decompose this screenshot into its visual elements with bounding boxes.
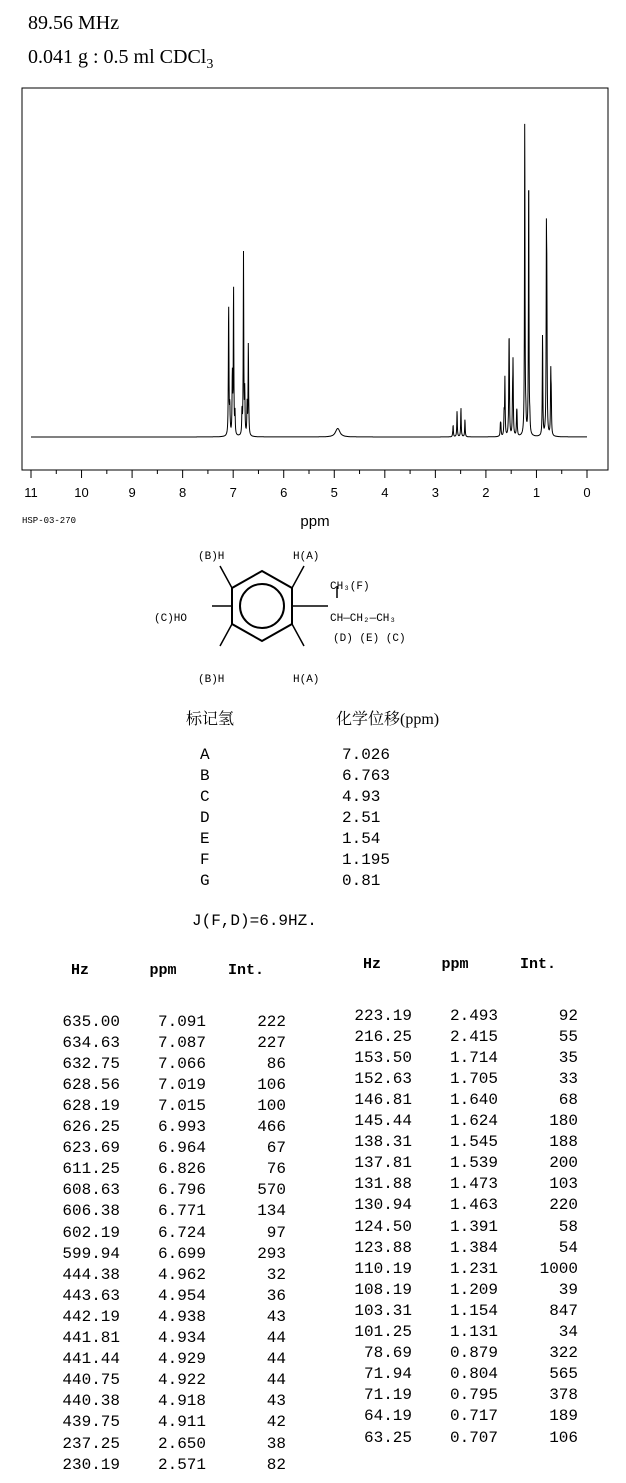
peak-table-right: [332, 956, 578, 1448]
cell-hz: 441.81: [62, 1329, 120, 1348]
cell-hz: 635.00: [62, 1012, 120, 1031]
cell-int: 36: [266, 1286, 286, 1305]
table-row: [40, 1306, 286, 1327]
x-tick-label: 10: [74, 485, 89, 500]
peak-table-left: [40, 962, 286, 1475]
cell-hz: 440.75: [62, 1371, 120, 1390]
bond-hb-top: [220, 566, 232, 588]
x-tick-label: 9: [128, 485, 136, 500]
cell-ppm: 0.804: [449, 1365, 498, 1384]
cell-int: 44: [266, 1371, 286, 1390]
x-tick-label: 7: [229, 485, 237, 500]
x-tick-label: 0: [583, 485, 591, 500]
table-row: [332, 1026, 578, 1047]
cell-ppm: 4.934: [157, 1329, 206, 1348]
assignment-shift-b: 6.763: [342, 767, 391, 785]
cell-ppm: 7.091: [157, 1012, 206, 1031]
assignment-shift-c: 4.93: [342, 788, 381, 806]
cell-int: 54: [558, 1238, 578, 1257]
cell-hz: 101.25: [354, 1323, 412, 1342]
cell-ppm: 1.539: [449, 1154, 498, 1173]
cell-int: 44: [266, 1329, 286, 1348]
cell-int: 180: [549, 1112, 578, 1131]
x-tick-label: 2: [482, 485, 490, 500]
cell-ppm: 1.545: [449, 1133, 498, 1152]
label-chain: CH—CH₂—CH₃: [330, 613, 397, 625]
cell-hz: 606.38: [62, 1202, 120, 1221]
cell-int: 68: [558, 1091, 578, 1110]
table-row: [332, 1068, 578, 1089]
table-row: [40, 1328, 286, 1349]
cell-int: 39: [558, 1280, 578, 1299]
x-axis-label: ppm: [300, 513, 330, 530]
cell-int: 44: [266, 1350, 286, 1369]
assignment-label-a: A: [200, 746, 210, 764]
cell-ppm: 6.771: [157, 1202, 206, 1221]
cell-int: 200: [549, 1154, 578, 1173]
col-hz: Hz: [362, 956, 381, 973]
table-row: [332, 1111, 578, 1132]
table-row: [332, 1406, 578, 1427]
cell-hz: 216.25: [354, 1027, 412, 1046]
cell-hz: 443.63: [62, 1286, 120, 1305]
cell-hz: 152.63: [354, 1069, 412, 1088]
cell-int: 76: [266, 1160, 286, 1179]
cell-hz: 441.44: [62, 1350, 120, 1369]
assignment-shift-f: 1.195: [342, 851, 391, 869]
cell-ppm: 1.705: [449, 1069, 498, 1088]
label-hb-bottom: (B)H: [198, 674, 225, 686]
cell-ppm: 2.493: [449, 1006, 498, 1025]
cell-ppm: 0.879: [449, 1344, 498, 1363]
cell-int: 100: [257, 1097, 286, 1116]
table-row: [332, 1427, 578, 1448]
cell-ppm: 2.650: [157, 1434, 206, 1453]
x-tick-label: 4: [381, 485, 389, 500]
cell-ppm: 6.826: [157, 1160, 206, 1179]
assignment-header-shift: 化学位移(ppm): [336, 711, 440, 728]
table-row: [40, 1370, 286, 1391]
assignment-label-f: F: [200, 851, 210, 869]
spectrum-trace: [31, 124, 587, 437]
cell-hz: 611.25: [62, 1160, 120, 1179]
table-row: [332, 1279, 578, 1300]
cell-int: 97: [266, 1223, 286, 1242]
cell-ppm: 6.796: [157, 1181, 206, 1200]
cell-hz: 71.94: [363, 1365, 412, 1384]
cell-hz: 153.50: [354, 1048, 412, 1067]
spectrometer-frequency: 89.56 MHz: [28, 12, 120, 34]
cell-ppm: 0.717: [449, 1407, 498, 1426]
cell-hz: 628.19: [62, 1097, 120, 1116]
table-row: [332, 1174, 578, 1195]
sample-text: 0.041 g : 0.5 ml CDCl: [28, 46, 207, 68]
table-row: [40, 1222, 286, 1243]
cell-int: 220: [549, 1196, 578, 1215]
cell-ppm: 7.087: [157, 1033, 206, 1052]
cell-int: 378: [549, 1386, 578, 1405]
col-ppm: ppm: [149, 962, 177, 979]
cell-int: 38: [266, 1434, 286, 1453]
cell-int: 58: [558, 1217, 578, 1236]
plot-frame: [22, 88, 608, 470]
assignment-label-g: G: [200, 872, 210, 890]
assignment-shift-g: 0.81: [342, 872, 381, 890]
table-row: [40, 1243, 286, 1264]
table-row: [332, 1089, 578, 1110]
x-tick-label: 3: [431, 485, 439, 500]
x-axis-ticks: [24, 470, 590, 500]
cell-int: 35: [558, 1048, 578, 1067]
cell-int: 189: [549, 1407, 578, 1426]
molecule-structure: [140, 540, 440, 690]
cell-ppm: 1.231: [449, 1259, 498, 1278]
cell-ppm: 1.624: [449, 1112, 498, 1131]
table-row: [332, 1237, 578, 1258]
cell-int: 67: [266, 1139, 286, 1158]
table-row: [40, 1412, 286, 1433]
cell-hz: 223.19: [354, 1006, 412, 1025]
table-row: [332, 1300, 578, 1321]
cell-ppm: 6.993: [157, 1118, 206, 1137]
cell-hz: 230.19: [62, 1455, 120, 1474]
assignment-header-label: 标记氢: [186, 711, 235, 728]
cell-ppm: 4.929: [157, 1350, 206, 1369]
assignment-label-e: E: [200, 830, 210, 848]
assignment-shift-e: 1.54: [342, 830, 381, 848]
cell-int: 322: [549, 1344, 578, 1363]
cell-int: 1000: [539, 1259, 578, 1278]
assignment-shift-a: 7.026: [342, 746, 391, 764]
table-row: [332, 1258, 578, 1279]
cell-ppm: 4.938: [157, 1307, 206, 1326]
label-ch3-f: CH₃(F): [330, 581, 370, 593]
cell-hz: 78.69: [363, 1344, 412, 1363]
cell-hz: 628.56: [62, 1075, 120, 1094]
table-row: [40, 1454, 286, 1475]
table-row: [40, 1180, 286, 1201]
cell-hz: 130.94: [354, 1196, 412, 1215]
table-row: [40, 1264, 286, 1285]
cell-hz: 444.38: [62, 1265, 120, 1284]
bond-ha-bottom: [292, 624, 304, 646]
cell-ppm: 2.571: [157, 1455, 206, 1474]
bond-hb-bottom: [220, 624, 232, 646]
cell-hz: 131.88: [354, 1175, 412, 1194]
cell-int: 32: [266, 1265, 286, 1284]
cell-hz: 442.19: [62, 1307, 120, 1326]
table-row: [332, 1132, 578, 1153]
x-tick-label: 6: [280, 485, 288, 500]
table-row: [40, 1074, 286, 1095]
table-row: [332, 1195, 578, 1216]
table-row: [40, 1011, 286, 1032]
cell-hz: 599.94: [62, 1244, 120, 1263]
cell-ppm: 4.922: [157, 1371, 206, 1390]
table-row: [40, 1138, 286, 1159]
cell-hz: 124.50: [354, 1217, 412, 1236]
col-int: Int.: [519, 956, 556, 973]
table-row: [40, 1349, 286, 1370]
table-row: [40, 1433, 286, 1454]
label-ha-top: H(A): [293, 551, 320, 563]
cell-int: 55: [558, 1027, 578, 1046]
cell-hz: 237.25: [62, 1434, 120, 1453]
cell-ppm: 7.015: [157, 1097, 206, 1116]
col-ppm: ppm: [441, 956, 469, 973]
cell-hz: 623.69: [62, 1139, 120, 1158]
cell-ppm: 4.962: [157, 1265, 206, 1284]
table-row: [40, 1117, 286, 1138]
cell-hz: 110.19: [354, 1259, 412, 1278]
cell-hz: 108.19: [354, 1280, 412, 1299]
label-oh: (C)HO: [154, 613, 188, 625]
assignment-shift-d: 2.51: [342, 809, 381, 827]
cell-hz: 602.19: [62, 1223, 120, 1242]
cell-ppm: 1.209: [449, 1280, 498, 1299]
table-row: [40, 1285, 286, 1306]
aromatic-circle: [240, 584, 284, 628]
cell-hz: 138.31: [354, 1133, 412, 1152]
cell-hz: 137.81: [354, 1154, 412, 1173]
bond-ha-top: [292, 566, 304, 588]
cell-hz: 71.19: [363, 1386, 412, 1405]
table-row: [332, 1153, 578, 1174]
table-row: [40, 1032, 286, 1053]
cell-ppm: 1.384: [449, 1238, 498, 1257]
cell-int: 222: [257, 1012, 286, 1031]
table-row: [332, 1005, 578, 1026]
cell-hz: 146.81: [354, 1091, 412, 1110]
cell-int: 43: [266, 1307, 286, 1326]
cell-hz: 634.63: [62, 1033, 120, 1052]
cell-int: 43: [266, 1392, 286, 1411]
table-row: [332, 1216, 578, 1237]
table-row: [332, 1385, 578, 1406]
label-hb-top: (B)H: [198, 551, 225, 563]
cell-int: 42: [266, 1413, 286, 1432]
cell-int: 106: [549, 1428, 578, 1447]
col-int: Int.: [227, 962, 264, 979]
assignment-label-c: C: [200, 788, 210, 806]
cell-ppm: 1.640: [449, 1091, 498, 1110]
assignment-label-b: B: [200, 767, 210, 785]
cell-hz: 439.75: [62, 1413, 120, 1432]
cell-int: 134: [257, 1202, 286, 1221]
x-tick-label: 5: [330, 485, 338, 500]
table-row: [40, 1391, 286, 1412]
sample-subscript: 3: [206, 57, 214, 72]
cell-hz: 63.25: [363, 1428, 412, 1447]
cell-ppm: 4.918: [157, 1392, 206, 1411]
cell-ppm: 1.463: [449, 1196, 498, 1215]
coupling-constant: J(F,D)=6.9HZ.: [192, 912, 317, 930]
label-ha-bottom: H(A): [293, 674, 320, 686]
cell-int: 293: [257, 1244, 286, 1263]
cell-int: 570: [257, 1181, 286, 1200]
table-row: [332, 1047, 578, 1068]
table-row: [40, 1201, 286, 1222]
x-tick-label: 11: [24, 485, 38, 500]
cell-hz: 440.38: [62, 1392, 120, 1411]
cell-ppm: 0.795: [449, 1386, 498, 1405]
cell-int: 466: [257, 1118, 286, 1137]
label-chain-letters: (D) (E) (C): [333, 633, 406, 645]
cell-hz: 632.75: [62, 1054, 120, 1073]
assignment-label-d: D: [200, 809, 210, 827]
cell-ppm: 7.066: [157, 1054, 206, 1073]
spectrum-code: HSP-03-270: [22, 516, 77, 526]
cell-ppm: 0.707: [449, 1428, 498, 1447]
cell-int: 82: [266, 1455, 286, 1474]
cell-hz: 608.63: [62, 1181, 120, 1200]
table-row: [332, 1364, 578, 1385]
cell-int: 33: [558, 1069, 578, 1088]
table-row: [332, 1343, 578, 1364]
cell-hz: 64.19: [363, 1407, 412, 1426]
cell-hz: 145.44: [354, 1112, 412, 1131]
cell-int: 86: [266, 1054, 286, 1073]
cell-ppm: 1.154: [449, 1301, 498, 1320]
cell-ppm: 1.391: [449, 1217, 498, 1236]
cell-ppm: 4.954: [157, 1286, 206, 1305]
cell-int: 103: [549, 1175, 578, 1194]
cell-ppm: 6.964: [157, 1139, 206, 1158]
cell-ppm: 1.714: [449, 1048, 498, 1067]
cell-ppm: 6.699: [157, 1244, 206, 1263]
table-row: [332, 1322, 578, 1343]
table-row: [40, 1095, 286, 1116]
cell-int: 188: [549, 1133, 578, 1152]
table-row: [40, 1053, 286, 1074]
cell-ppm: 1.131: [449, 1323, 498, 1342]
cell-ppm: 2.415: [449, 1027, 498, 1046]
nmr-spectrum-chart: [0, 0, 626, 540]
cell-hz: 123.88: [354, 1238, 412, 1257]
cell-int: 106: [257, 1075, 286, 1094]
cell-ppm: 7.019: [157, 1075, 206, 1094]
cell-int: 847: [549, 1301, 578, 1320]
cell-int: 34: [558, 1323, 578, 1342]
cell-ppm: 6.724: [157, 1223, 206, 1242]
table-row: [40, 1159, 286, 1180]
x-tick-label: 8: [179, 485, 187, 500]
cell-hz: 626.25: [62, 1118, 120, 1137]
x-tick-label: 1: [532, 485, 541, 500]
cell-int: 92: [558, 1006, 578, 1025]
cell-hz: 103.31: [354, 1301, 412, 1320]
cell-int: 565: [549, 1365, 578, 1384]
cell-int: 227: [257, 1033, 286, 1052]
col-hz: Hz: [70, 962, 89, 979]
cell-ppm: 1.473: [449, 1175, 498, 1194]
cell-ppm: 4.911: [157, 1413, 206, 1432]
